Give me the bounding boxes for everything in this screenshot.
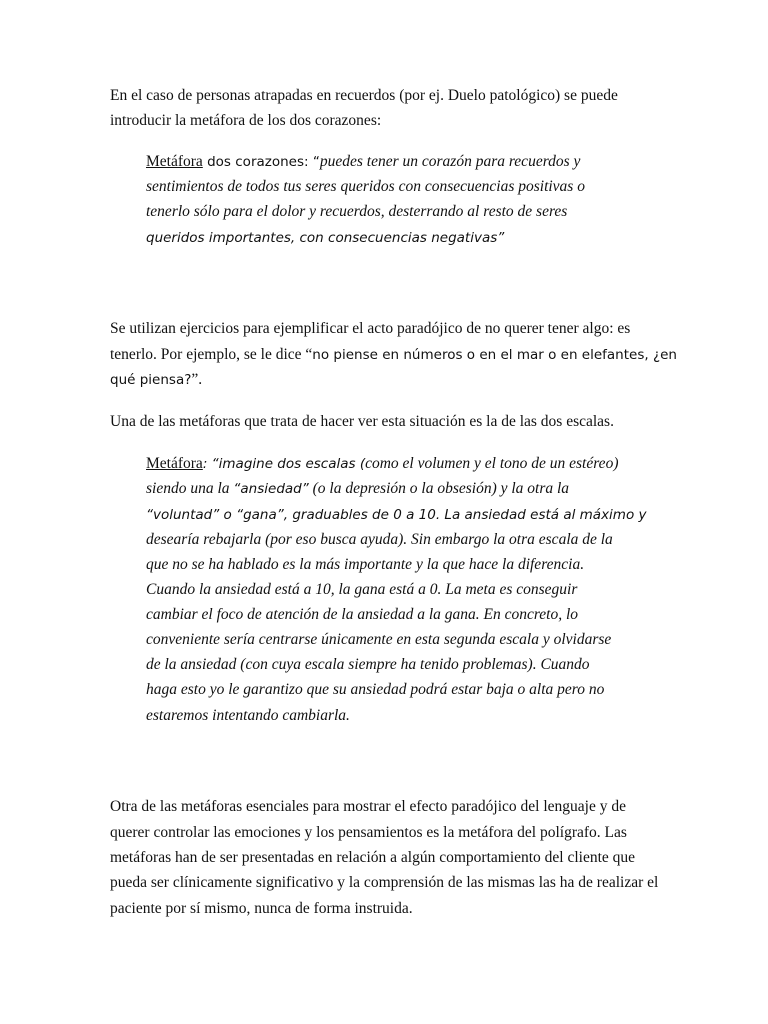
paragraph-2-line-2-serif: tenerlo. Por ejemplo, se le dice “: [110, 346, 313, 363]
quote-2-line-11: estaremos intentando cambiarla.: [146, 707, 350, 724]
quote-2-line-1: [146, 454, 618, 474]
paragraph-2-line-2-sans: no piense en números o en el mar o en elefantes, ¿en: [312, 347, 677, 363]
paragraph-4-line-5: paciente por sí mismo, nunca de forma instruida.: [110, 900, 413, 917]
quote-2-line-2-sans: “ansiedad”: [233, 481, 309, 497]
paragraph-3-line-1: Una de las metáforas que trata de hacer ver esta situación es la de las dos escalas.: [110, 413, 614, 430]
quote-2-label: Metáfora: [146, 455, 203, 472]
paragraph-2-line-2: [110, 345, 677, 365]
quote-1-line-2: sentimientos de todos tus seres queridos con consecuencias positivas o: [146, 178, 585, 195]
quote-2-line-5: que no se ha hablado es la más importante y la que hace la diferencia.: [146, 556, 585, 573]
quote-1-line-3: tenerlo sólo para el dolor y recuerdos, desterrando al resto de seres: [146, 203, 568, 220]
quote-2-line-6: Cuando la ansiedad está a 10, la gana está a 0. La meta es conseguir: [146, 581, 578, 598]
paragraph-4-line-3: metáforas han de ser presentadas en relación a algún comportamiento del cliente que: [110, 849, 636, 866]
quote-1-colon: : “: [304, 154, 320, 170]
paragraph-4-line-1: Otra de las metáforas esenciales para mostrar el efecto paradójico del lenguaje y de: [110, 798, 626, 815]
paragraph-2-line-3-serif: ”.: [191, 371, 203, 388]
paragraph-2-line-3-sans: qué piensa?: [110, 372, 192, 388]
quote-2-line-2-b: (o la depresión o la obsesión) y la otra la: [308, 480, 570, 497]
quote-2-line-1-serif: como el volumen y el tono de un estéreo): [365, 455, 619, 472]
quote-2-line-3: “voluntad” o “gana”, graduables de 0 a 10. La ansiedad está al máximo y: [146, 507, 647, 523]
quote-1-line-1: [146, 152, 580, 172]
quote-1-label-tail: dos corazones: [202, 154, 305, 170]
quote-2-line-9: de la ansiedad (con cuya escala siempre ha tenido problemas). Cuando: [146, 656, 590, 673]
paragraph-2-line-3: [110, 370, 202, 390]
paragraph-1-line-2: introducir la metáfora de los dos corazones:: [110, 112, 382, 129]
quote-2-line-2-a: siendo una la: [146, 480, 234, 497]
quote-1-line-1-text: puedes tener un corazón para recuerdos y: [319, 153, 581, 170]
paragraph-4-line-2: querer controlar las emociones y los pensamientos es la metáfora del polígrafo. Las: [110, 824, 627, 841]
quote-2-line-4: desearía rebajarla (por eso busca ayuda). Sin embargo la otra escala de la: [146, 531, 613, 548]
quote-2-line-2: [146, 479, 569, 499]
quote-1-line-4: queridos importantes, con consecuencias negativas”: [146, 230, 505, 246]
quote-1-label: Metáfora: [146, 153, 203, 170]
quote-2-line-8: conveniente sería centrarse únicamente en esta segunda escala y olvidarse: [146, 631, 612, 648]
paragraph-2-line-1: Se utilizan ejercicios para ejemplificar el acto paradójico de no querer tener algo: es: [110, 320, 631, 337]
quote-2-line-7: cambiar el foco de atención de la ansiedad a la gana. En concreto, lo: [146, 606, 579, 623]
quote-2-line-10: haga esto yo le garantizo que su ansiedad podrá estar baja o alta pero no: [146, 681, 605, 698]
quote-2-line-1-sans: : “imagine dos escalas (: [202, 456, 366, 472]
paragraph-1-line-1: En el caso de personas atrapadas en recuerdos (por ej. Duelo patológico) se puede: [110, 87, 618, 104]
paragraph-4-line-4: pueda ser clínicamente significativo y la comprensión de las mismas las ha de realizar el: [110, 874, 659, 891]
